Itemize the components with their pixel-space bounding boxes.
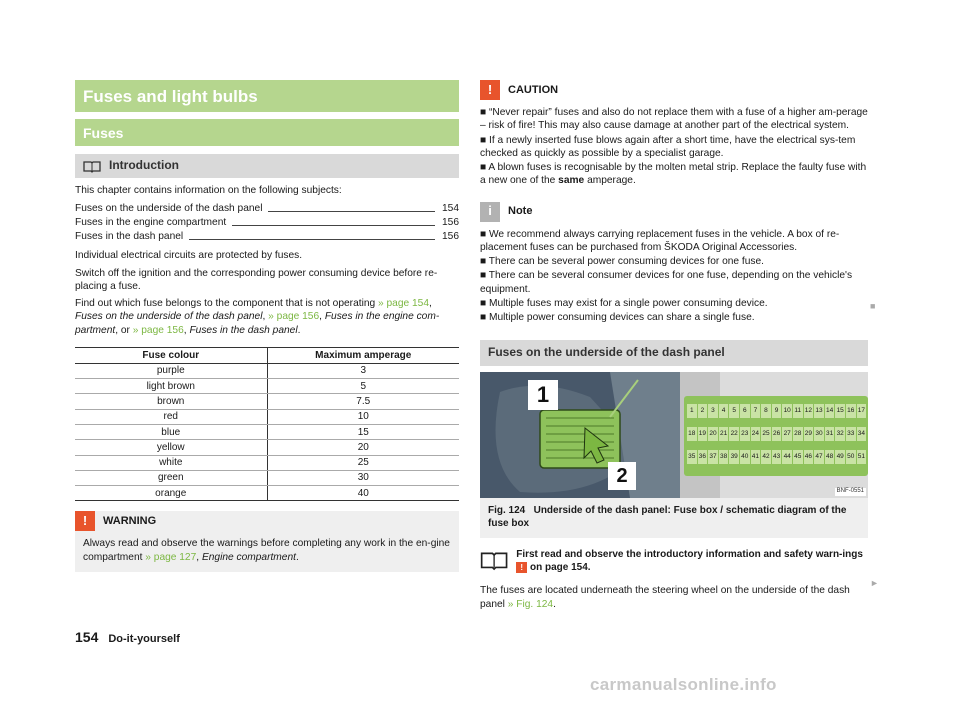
page-link[interactable]: » page 156 (132, 324, 184, 336)
toc-label: Fuses in the engine compartment (75, 217, 227, 228)
text-run: Fuses in the dash panel (189, 324, 298, 336)
text-run: Engine compartment (201, 551, 296, 563)
callout-1: 1 (528, 380, 558, 410)
fuse-slot: 49 (835, 450, 845, 464)
amperage-cell: 40 (267, 486, 459, 501)
toc-page: 154 (442, 203, 459, 214)
fuse-slot: 31 (825, 427, 835, 441)
text-run: same (558, 175, 585, 187)
watermark: carmanualsonline.info (590, 675, 777, 694)
fuse-slot: 45 (793, 450, 803, 464)
page-footer (75, 628, 180, 646)
caution-header (480, 80, 868, 100)
intro-para-3 (75, 297, 459, 337)
amperage-cell: 25 (267, 455, 459, 470)
text-run: amperage. (584, 175, 636, 187)
toc-row[interactable] (75, 201, 459, 215)
caution-bullet (480, 161, 868, 188)
table-row (75, 394, 459, 409)
read-first-block (480, 548, 868, 574)
caution-title: CAUTION (508, 83, 559, 96)
callout-2: 2 (608, 462, 636, 490)
fuse-slot: 22 (729, 427, 739, 441)
section-title: Fuses (75, 119, 459, 146)
text-run: on page 154. (527, 562, 591, 574)
text-run: Always read and observe the warnings before completing any work in the en-gine compartment (83, 538, 450, 563)
fuse-slot: 30 (814, 427, 824, 441)
fuse-slot: 36 (698, 450, 708, 464)
note-bullet: ■ Multiple fuses may exist for a single power consuming device. (480, 297, 768, 309)
table-row (75, 455, 459, 470)
amperage-cell: 15 (267, 424, 459, 439)
fuse-slot: 47 (814, 450, 824, 464)
note-bullet: ■ We recommend always carrying replacement fuses in the vehicle. A box of re-placement fuses can be purchased from ŠKODA Original Accessories. (480, 228, 840, 253)
right-column (480, 80, 868, 611)
fuse-section-title: Fuses on the underside of the dash panel (480, 340, 868, 366)
fuse-slot: 20 (708, 427, 718, 441)
figure-title: Underside of the dash panel: Fuse box / schematic diagram of the fuse box (488, 505, 847, 530)
fuse-slot: 23 (740, 427, 750, 441)
page-number: 154 (75, 629, 99, 645)
table-row (75, 486, 459, 501)
fuse-slot: 35 (687, 450, 697, 464)
text-run: , (429, 298, 432, 309)
amperage-cell: 5 (267, 379, 459, 394)
toc-label: Fuses on the underside of the dash panel (75, 203, 263, 214)
figure-tag: BNF-0551 (836, 488, 864, 495)
caution-bullet: ■ If a newly inserted fuse blows again after a short time, have the electrical sys-tem checked as quickly as possible by a specialist garage. (480, 134, 856, 159)
fuse-colour-cell: orange (75, 486, 267, 501)
book-icon (83, 160, 101, 173)
fuse-table-body (75, 363, 459, 501)
read-first-text (516, 548, 868, 574)
page-link[interactable]: » page 127 (145, 551, 197, 563)
fuse-slot: 43 (772, 450, 782, 464)
figure-number: Fig. 124 (488, 505, 526, 517)
toc-page: 156 (442, 231, 459, 242)
amperage-cell: 10 (267, 409, 459, 424)
text-run: , (196, 551, 202, 563)
text-run: ■ A blown fuses is recognisable by the molten metal strip. Replace the faulty fuse with a new one of the (480, 162, 867, 187)
page-link[interactable]: » page 156 (268, 311, 320, 323)
figure-124 (480, 372, 868, 538)
table-header-row (75, 347, 459, 363)
chapter-title: Fuses and light bulbs (75, 80, 459, 112)
table-row (75, 363, 459, 378)
toc-leader (268, 211, 435, 212)
page-link[interactable]: » page 154 (378, 298, 429, 309)
table-row (75, 440, 459, 455)
fuse-slot: 12 (804, 404, 814, 418)
fuse-slot: 28 (793, 427, 803, 441)
toc-label: Fuses in the dash panel (75, 231, 184, 242)
fuse-box-illustration (480, 372, 868, 498)
fuse-slot: 41 (751, 450, 761, 464)
fuse-slot: 37 (708, 450, 718, 464)
text-run: The fuses are located underneath the steering wheel on the underside of the dash panel (480, 585, 850, 610)
table-row (75, 424, 459, 439)
text-run: . (295, 551, 299, 563)
intro-para-2: Switch off the ignition and the corresponding power consuming device before re-placing a fuse. (75, 267, 438, 292)
note-bullet: ■ There can be several power consuming devices for one fuse. (480, 256, 765, 267)
warning-title: WARNING (103, 515, 157, 528)
fuse-slot: 11 (793, 404, 803, 418)
amperage-cell: 3 (267, 363, 459, 378)
fuse-slot: 46 (804, 450, 814, 464)
caution-bullet: ■ “Never repair” fuses and also do not replace them with a fuse of a higher am-perage – risk of fire! This may also cause damage at another part of the electrical system. (480, 107, 868, 132)
fuse-slot: 18 (687, 427, 697, 441)
text-run: Fuses on the underside of the dash panel (75, 311, 263, 323)
intro-lead: This chapter contains information on the following subjects: (75, 185, 342, 196)
warning-icon: ! (75, 511, 95, 531)
text-run: Find out which fuse belongs to the component that is not operating (75, 298, 378, 309)
fuse-colour-cell: blue (75, 424, 267, 439)
text-run: , (319, 311, 325, 323)
fuse-slot: 9 (772, 404, 782, 418)
fuse-slot: 16 (846, 404, 856, 418)
text-run: . (553, 598, 556, 610)
intro-header (75, 154, 459, 178)
text-run: First read and observe the introductory information and safety warn-ings (516, 549, 863, 561)
toc-page: 156 (442, 217, 459, 228)
toc-leader (189, 239, 435, 240)
fuse-slot: 6 (740, 404, 750, 418)
table-row (75, 379, 459, 394)
table-row (75, 409, 459, 424)
continue-mark: ► (870, 578, 879, 588)
closing-paragraph (480, 584, 868, 611)
fuse-slot: 19 (698, 427, 708, 441)
fuse-slot: 40 (740, 450, 750, 464)
toc (75, 201, 459, 243)
fuse-slot: 27 (782, 427, 792, 441)
warning-text (83, 537, 451, 564)
open-book-icon (480, 548, 508, 572)
fuse-slot: 17 (857, 404, 867, 418)
fuse-slot: 44 (782, 450, 792, 464)
intro-title: Introduction (109, 158, 179, 173)
left-column (75, 80, 459, 572)
fuse-slot: 5 (729, 404, 739, 418)
column-header: Maximum amperage (267, 347, 459, 363)
text-run: Fuses in the engine com-partment (75, 311, 440, 336)
fuse-slot: 48 (825, 450, 835, 464)
amperage-cell: 7.5 (267, 394, 459, 409)
fuse-slot: 51 (857, 450, 867, 464)
fuse-slot: 3 (708, 404, 718, 418)
toc-row[interactable] (75, 215, 459, 229)
fuse-slot: 10 (782, 404, 792, 418)
fuse-slot: 1 (687, 404, 697, 418)
footer-section: Do-it-yourself (108, 633, 180, 645)
fuse-colour-cell: purple (75, 363, 267, 378)
amperage-cell: 20 (267, 440, 459, 455)
section-end-mark: ■ (870, 301, 876, 311)
info-icon: i (480, 202, 500, 222)
fuse-slot: 4 (719, 404, 729, 418)
text-run: , (183, 324, 190, 336)
fuse-slot: 15 (835, 404, 845, 418)
fuse-slot: 34 (857, 427, 867, 441)
fuse-slot: 42 (761, 450, 771, 464)
note-header (480, 202, 868, 222)
fuse-colour-cell: green (75, 470, 267, 485)
caution-icon: ! (480, 80, 500, 100)
fuse-colour-cell: light brown (75, 379, 267, 394)
fuse-slot: 50 (846, 450, 856, 464)
fuse-colour-cell: brown (75, 394, 267, 409)
fuse-slot: 7 (751, 404, 761, 418)
fuse-slot: 24 (751, 427, 761, 441)
figure-link[interactable]: » Fig. 124 (507, 598, 554, 610)
fuse-table (75, 347, 459, 502)
table-row (75, 470, 459, 485)
note-bullet: ■ Multiple power consuming devices can share a single fuse. (480, 312, 755, 323)
fuse-colour-cell: white (75, 455, 267, 470)
figure-caption (480, 498, 868, 538)
fuse-slot: 8 (761, 404, 771, 418)
text-run: . (297, 324, 301, 336)
note-title: Note (508, 205, 533, 218)
column-header: Fuse colour (75, 347, 267, 363)
fuse-slot: 2 (698, 404, 708, 418)
text-run: , or (115, 324, 133, 336)
fuse-colour-cell: yellow (75, 440, 267, 455)
toc-leader (232, 225, 435, 226)
warning-box (75, 511, 459, 572)
text-run: , (262, 311, 269, 323)
fuse-slot: 29 (804, 427, 814, 441)
intro-para-1: Individual electrical circuits are protected by fuses. (75, 250, 303, 262)
fuse-slot: 26 (772, 427, 782, 441)
fuse-slot: 21 (719, 427, 729, 441)
warning-header (75, 511, 451, 531)
note-bullet: ■ There can be several consumer devices for one fuse, depending on the vehicle's equipment. (480, 270, 853, 295)
fuse-slot: 13 (814, 404, 824, 418)
fuse-grid (684, 396, 868, 476)
amperage-cell: 30 (267, 470, 459, 485)
fuse-slot: 14 (825, 404, 835, 418)
fuse-slot: 32 (835, 427, 845, 441)
warning-icon: ! (516, 562, 527, 573)
fuse-slot: 38 (719, 450, 729, 464)
fuse-slot: 39 (729, 450, 739, 464)
fuse-colour-cell: red (75, 409, 267, 424)
fuse-slot: 25 (761, 427, 771, 441)
fuse-slot: 33 (846, 427, 856, 441)
toc-row[interactable] (75, 229, 459, 243)
